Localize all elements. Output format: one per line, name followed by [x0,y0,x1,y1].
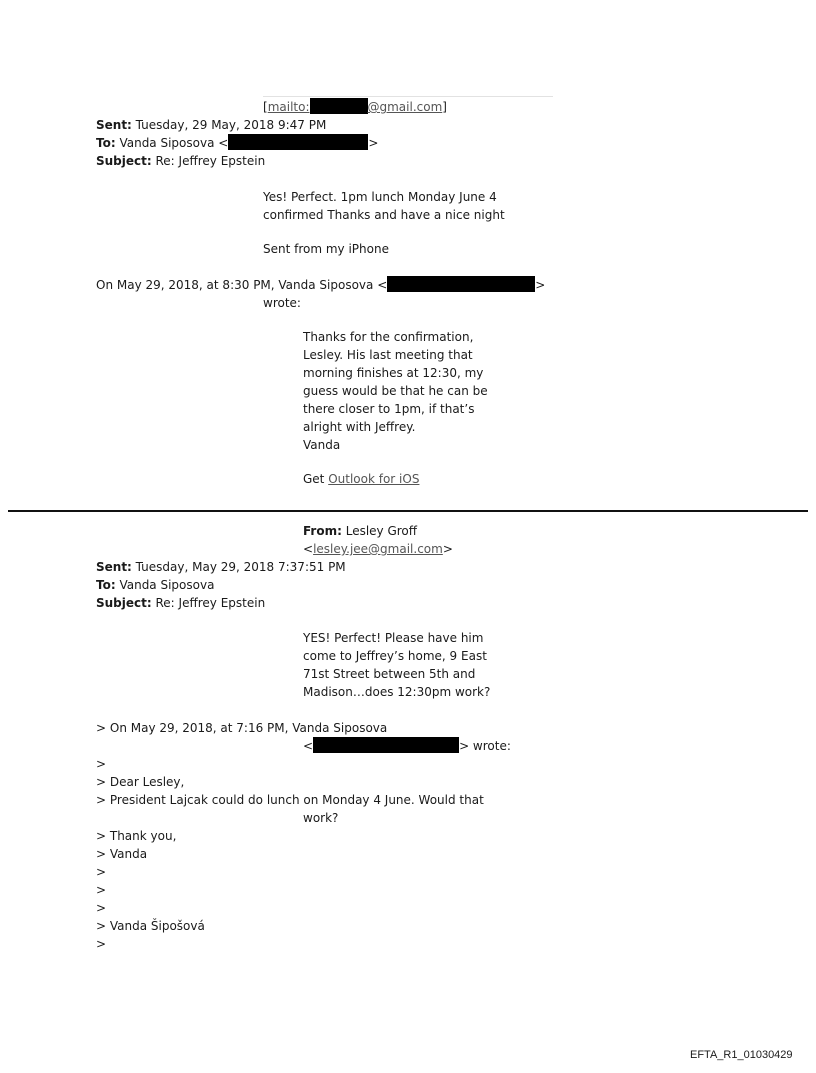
get-text: Get [303,472,329,486]
quote1-wrote: wrote: [263,296,301,310]
sent-label: Sent: [96,118,132,132]
to-line [96,134,378,152]
quote2-vanda: > Vanda [96,847,148,861]
sent-value: Tuesday, 29 May, 2018 9:47 PM [131,118,327,132]
quote-marker: > [96,901,107,915]
to-line-2 [96,576,214,594]
mailto-link-start[interactable]: mailto: [267,100,310,114]
message-separator [8,510,808,512]
from-value: Lesley Groff [341,524,418,538]
quote1-body-line: Lesley. His last meeting that [303,348,473,362]
email2-body-line: 71st Street between 5th and [303,667,476,681]
to-label: To: [96,136,116,150]
quote1-body-line: guess would be that he can be [303,384,488,398]
quote-marker: > [96,757,107,771]
mailto-close-bracket: ] [442,100,447,114]
quote-marker: > [96,937,107,951]
get-outlook-line [303,470,419,488]
email1-signature: Sent from my iPhone [263,242,389,256]
email1-body-line: confirmed Thanks and have a nice night [263,208,505,222]
from-email-open: < [303,542,314,556]
subject-value: Re: Jeffrey Epstein [151,154,266,168]
from-email-link[interactable]: lesley.jee@gmail.com [313,542,443,556]
sent-value-2: Tuesday, May 29, 2018 7:37:51 PM [131,560,346,574]
to-value: Vanda Siposova < [115,136,229,150]
from-line [303,522,417,540]
email2-body-line: Madison…does 12:30pm work? [303,685,491,699]
from-email-line [303,540,453,558]
quote1-body-line: Vanda [303,438,341,452]
subject-line-2 [96,594,265,612]
subject-label-2: Subject: [96,596,152,610]
to-label-2: To: [96,578,116,592]
sent-label-2: Sent: [96,560,132,574]
quote2-header: > On May 29, 2018, at 7:16 PM, Vanda Siposova [96,721,388,735]
quote2-president-line: > President Lajcak could do lunch on Monday 4 June. Would that [96,793,484,807]
mailto-link-end[interactable]: @gmail.com [367,100,443,114]
quote2-header-2 [303,737,511,755]
quote2-full-name: > Vanda Šipošová [96,919,205,933]
quote2-open: < [303,739,314,753]
quote1-body-line: Thanks for the confirmation, [303,330,474,344]
to-value-2: Vanda Siposova [115,578,215,592]
email2-body-line: YES! Perfect! Please have him [303,631,484,645]
quote2-president-cont: work? [303,811,339,825]
outlook-for-ios-link[interactable]: Outlook for iOS [328,472,420,486]
sent-line-2 [96,558,346,576]
quote2-wrote: > wrote: [459,739,511,753]
quote-marker: > [96,883,107,897]
email2-body-line: come to Jeffrey’s home, 9 East [303,649,487,663]
subject-line [96,152,265,170]
quote1-body-line: there closer to 1pm, if that’s [303,402,475,416]
to-close: > [368,136,379,150]
email1-body-line: Yes! Perfect. 1pm lunch Monday June 4 [263,190,497,204]
redacted-sender-email [387,276,535,292]
subject-label: Subject: [96,154,152,168]
quote2-dear: > Dear Lesley, [96,775,185,789]
quote-marker: > [96,865,107,879]
quote1-header [96,276,545,294]
quote1-body-line: alright with Jeffrey. [303,420,416,434]
quote2-thank-you: > Thank you, [96,829,177,843]
quote1-header-close: > [535,278,546,292]
redacted-quote2-email [313,737,459,753]
mailto-open-bracket: [ [263,100,268,114]
subject-value-2: Re: Jeffrey Epstein [151,596,266,610]
header-divider [263,96,553,97]
quote1-header-text: On May 29, 2018, at 8:30 PM, Vanda Siposova < [96,278,388,292]
from-email-close: > [442,542,453,556]
from-label: From: [303,524,342,538]
sent-line [96,116,326,134]
quote1-body-line: morning finishes at 12:30, my [303,366,484,380]
redacted-recipient-email [228,134,368,150]
mailto-line [263,98,447,116]
document-id: EFTA_R1_01030429 [690,1049,793,1061]
redacted-email-user [310,98,368,114]
